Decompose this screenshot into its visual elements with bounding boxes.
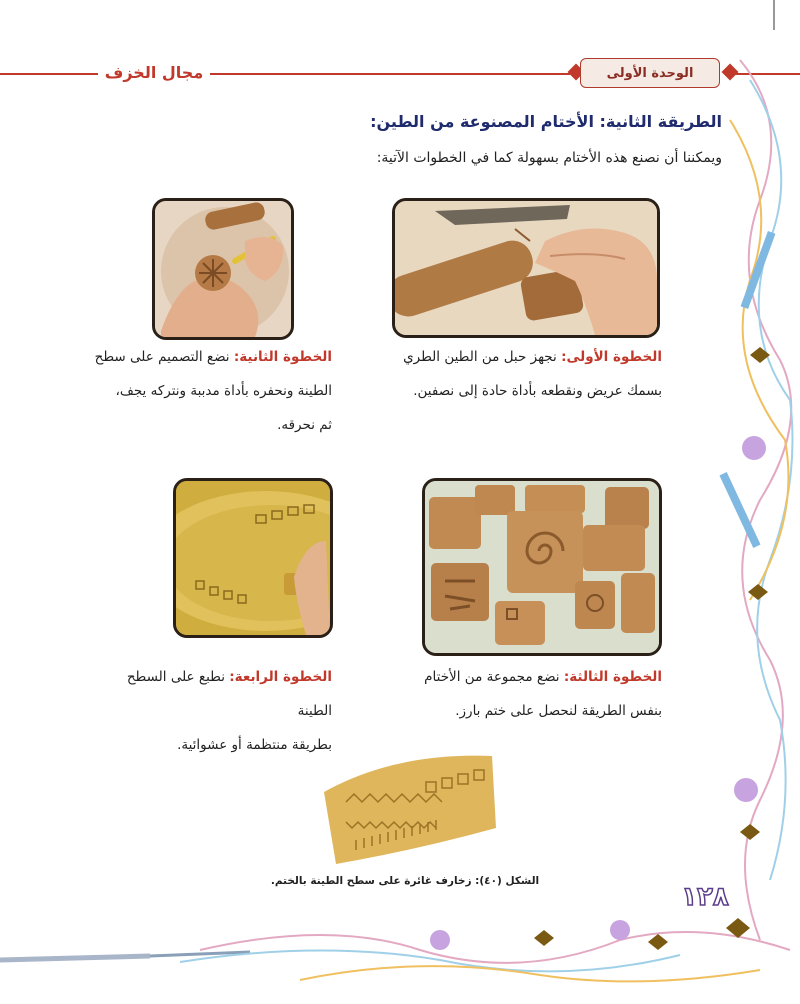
step1-caption: [382, 340, 662, 408]
field-title: مجال الخزف: [98, 60, 210, 86]
intro-text: ويمكننا أن نصنع هذه الأختام بسهولة كما في الخطوات الآتية:: [376, 150, 722, 166]
step3-caption: [382, 660, 662, 728]
step3-caption-line2: بنفس الطريقة لنحصل على ختم بارز.: [455, 703, 662, 719]
section-title: الطريقة الثانية: الأختام المصنوعة من الطين:: [370, 112, 722, 131]
step3-photo: [422, 478, 662, 656]
step1-label: الخطوة الأولى:: [561, 349, 662, 365]
step1-photo: [392, 198, 660, 338]
step1-caption-line1: الخطوة الأولى: نجهز حبل من الطين الطري: [403, 349, 662, 365]
step4-photo: [173, 478, 333, 638]
step2-caption-line1: الخطوة الثانية: نضع التصميم على سطح: [94, 349, 332, 365]
page-number: ١٢٨: [681, 882, 729, 912]
step2-caption: [92, 340, 332, 442]
step3-caption-line1: الخطوة الثالثة: نضع مجموعة من الأختام: [424, 669, 662, 685]
step4-caption: [92, 660, 332, 762]
header-rule-middle: [210, 73, 570, 75]
decorative-right-border: [700, 0, 800, 1000]
step2-caption-line3: ثم نحرقه.: [277, 417, 332, 433]
step3-label: الخطوة الثالثة:: [563, 669, 662, 685]
step1-caption-line2: بسمك عريض ونقطعه بأداة حادة إلى نصفين.: [413, 383, 662, 399]
figure-caption: الشكل (٤٠): زخارف غائرة على سطح الطينة بالختم.: [270, 875, 540, 887]
step4-caption-line1: الخطوة الرابعة: نطبع على السطح الطينة: [126, 669, 332, 719]
step2-label: الخطوة الثانية:: [233, 349, 332, 365]
unit-badge: الوحدة الأولى: [580, 58, 720, 88]
decorative-bottom-border: [0, 900, 800, 1000]
header-rule-left: [0, 73, 98, 75]
step4-caption-line2: بطريقة منتظمة أو عشوائية.: [177, 737, 332, 753]
step4-label: الخطوة الرابعة:: [229, 669, 332, 685]
step2-caption-line2: الطينة ونحفره بأداة مدببة ونتركه يجف،: [115, 383, 332, 399]
figure-40-image: [316, 752, 500, 868]
step2-photo: [152, 198, 294, 340]
